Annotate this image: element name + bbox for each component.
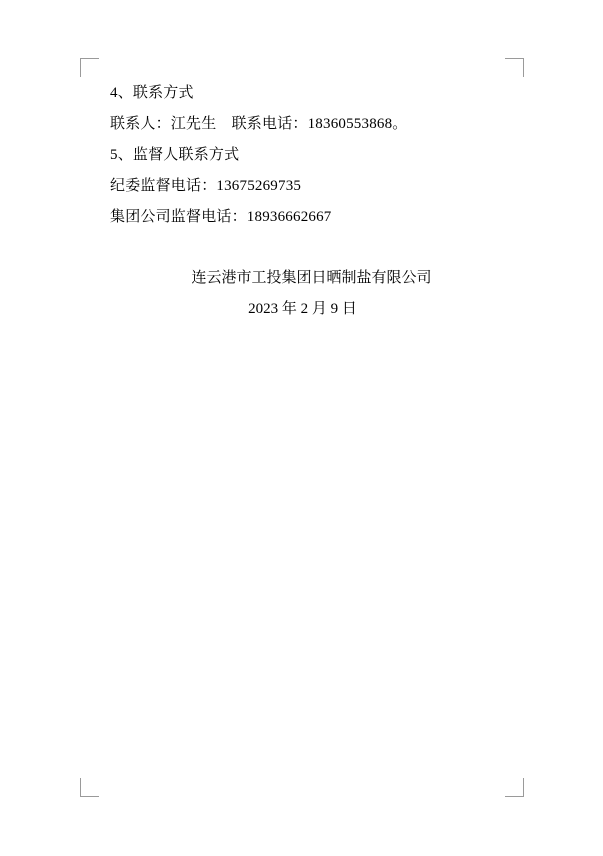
crop-mark-top-right (505, 58, 524, 77)
signature-block (110, 263, 495, 325)
signature-date: 2023 年 2 月 9 日 (248, 301, 357, 317)
contact-person-line: 联系人：江先生 联系电话：18360553868。 (110, 116, 408, 132)
crop-mark-top-left (80, 58, 99, 77)
crop-mark-bottom-left (80, 778, 99, 797)
contact-heading: 4、联系方式 (110, 85, 194, 101)
crop-mark-bottom-right (505, 778, 524, 797)
supervision-heading: 5、监督人联系方式 (110, 147, 240, 163)
signature-company: 连云港市工投集团日晒制盐有限公司 (191, 270, 432, 286)
discipline-supervision-phone: 纪委监督电话：13675269735 (110, 178, 302, 194)
document-body (110, 78, 495, 325)
group-supervision-phone: 集团公司监督电话：18936662667 (110, 209, 332, 225)
